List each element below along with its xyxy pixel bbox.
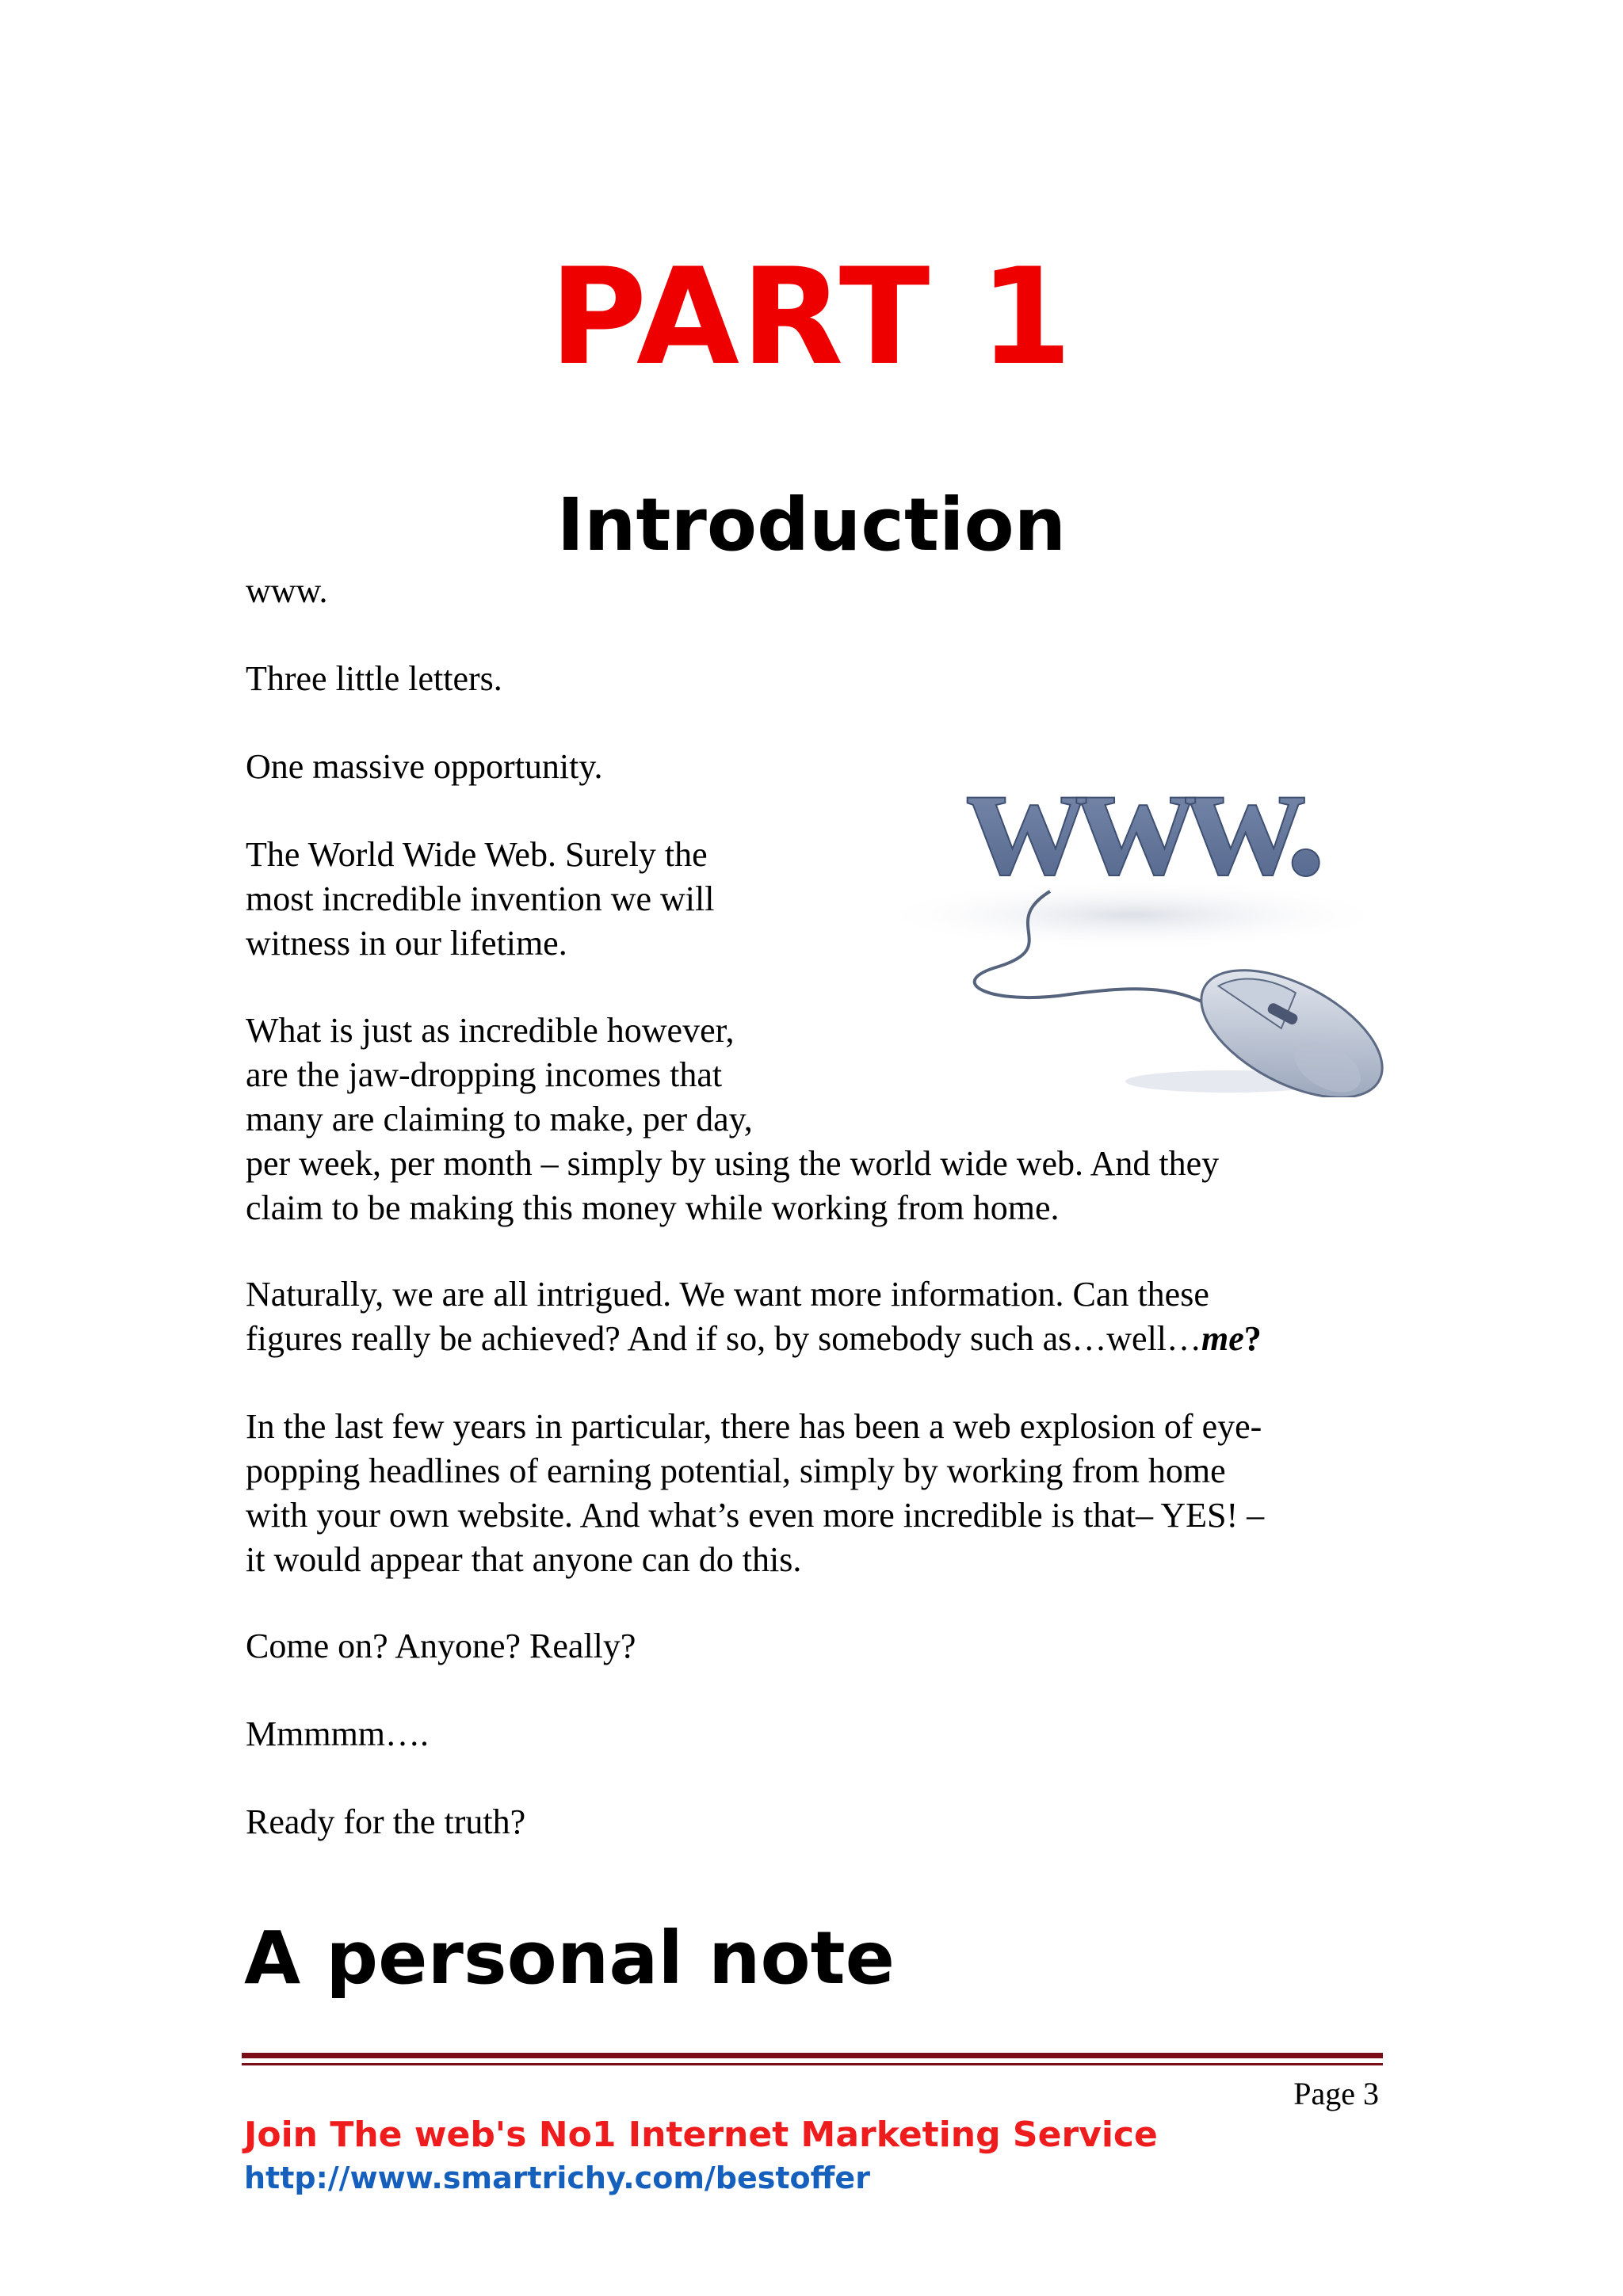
paragraph-www: www. bbox=[246, 571, 328, 610]
paragraph-line: with your own website. And what’s even more incredible is that– YES! – bbox=[246, 1496, 1265, 1535]
paragraph-line: The World Wide Web. Surely the bbox=[246, 835, 708, 874]
footer-divider-thin bbox=[242, 2063, 1383, 2065]
paragraph-line: witness in our lifetime. bbox=[246, 924, 567, 963]
paragraph-line: What is just as incredible however, bbox=[246, 1011, 735, 1050]
footer-offer-link[interactable]: http://www.smartrichy.com/bestoffer bbox=[244, 2161, 870, 2195]
paragraph-line bbox=[246, 1317, 1387, 1361]
paragraph-three-letters: Three little letters. bbox=[246, 659, 502, 698]
paragraph-intrigued bbox=[246, 1272, 1387, 1361]
text-run: figures really be achieved? And if so, by somebody such as…well… bbox=[246, 1319, 1202, 1358]
footer-divider-thick bbox=[242, 2053, 1383, 2058]
text-run: ? bbox=[1243, 1319, 1262, 1358]
footer-promo-text: Join The web's No1 Internet Marketing Service bbox=[244, 2115, 1158, 2155]
part-title: PART 1 bbox=[549, 239, 1074, 395]
paragraph-web-explosion bbox=[246, 1405, 1387, 1582]
paragraph-line: most incredible invention we will bbox=[246, 879, 715, 918]
personal-note-heading: A personal note bbox=[244, 1916, 896, 2000]
introduction-heading: Introduction bbox=[556, 482, 1067, 567]
paragraph-come-on: Come on? Anyone? Really? bbox=[246, 1627, 636, 1665]
paragraph-opportunity: One massive opportunity. bbox=[246, 747, 603, 786]
www-mouse-icon bbox=[880, 733, 1403, 1097]
paragraph-line: are the jaw-dropping incomes that bbox=[246, 1055, 723, 1094]
paragraph-line: it would appear that anyone can do this. bbox=[246, 1540, 802, 1579]
paragraph-line: Naturally, we are all intrigued. We want more information. Can these bbox=[246, 1275, 1209, 1314]
www-letters: www. bbox=[967, 733, 1316, 910]
paragraph-line: popping headlines of earning potential, simply by working from home bbox=[246, 1451, 1226, 1490]
paragraph-line: claim to be making this money while working from home. bbox=[246, 1188, 1060, 1227]
paragraph-mmmmm: Mmmmm…. bbox=[246, 1714, 430, 1753]
paragraph-line: many are claiming to make, per day, bbox=[246, 1100, 753, 1138]
page-number: Page 3 bbox=[1293, 2076, 1379, 2111]
paragraph-line: In the last few years in particular, there has been a web explosion of eye- bbox=[246, 1407, 1262, 1446]
emphasis-me: me bbox=[1201, 1319, 1244, 1358]
paragraph-line: per week, per month – simply by using the world wide web. And they bbox=[246, 1144, 1220, 1183]
paragraph-ready: Ready for the truth? bbox=[246, 1802, 526, 1841]
